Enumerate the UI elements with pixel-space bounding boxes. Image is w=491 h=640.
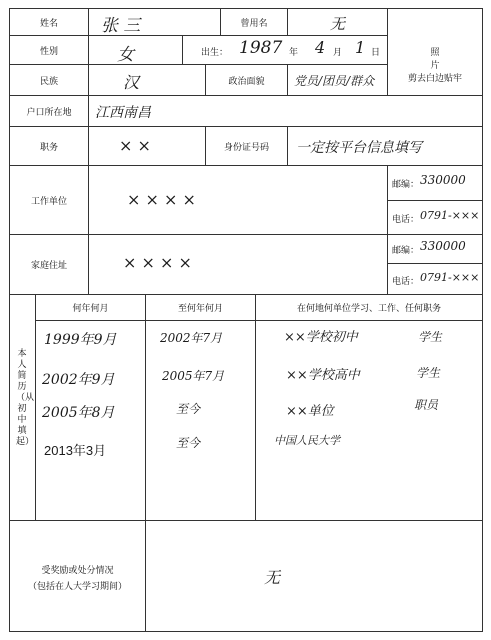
resume-side-cell xyxy=(9,294,36,521)
work-phone-label: 电话： xyxy=(392,215,420,225)
birth-month: 4 xyxy=(315,38,326,57)
awards-label-cell xyxy=(9,520,146,632)
photo-line-2: 片 xyxy=(430,61,440,71)
alias-label: 曾用名 xyxy=(240,18,268,29)
hukou-label: 户口所在地 xyxy=(26,107,72,118)
resume-row-1-from: 1999年9月 xyxy=(44,332,117,348)
work-value-cell xyxy=(88,165,388,235)
alias-label-cell xyxy=(220,8,288,36)
resume-col-from: 何年何月 xyxy=(36,301,145,321)
work-postcode-value: 330000 xyxy=(420,173,466,187)
position-label: 职务 xyxy=(39,142,58,153)
work-phone-cell xyxy=(387,200,483,235)
resume-side-label: 本人简历（从初中填起） xyxy=(16,349,35,447)
birth-day: 1 xyxy=(355,38,366,57)
work-phone-value: 0791-××× xyxy=(420,209,480,222)
awards-label-2: （包括在人大学习期间） xyxy=(27,582,127,592)
resume-row-3-role: 职员 xyxy=(414,398,439,412)
home-postcode-value: 330000 xyxy=(420,239,466,253)
name-value: 张 三 xyxy=(101,16,141,36)
id-value-cell xyxy=(287,126,483,166)
resume-row-1-to: 2002年7月 xyxy=(160,331,223,345)
resume-row-2-to: 2005年7月 xyxy=(162,369,225,383)
id-label: 身份证号码 xyxy=(223,142,269,153)
ethnic-label: 民族 xyxy=(39,76,58,87)
political-value: 党员/团员/群众 xyxy=(294,74,375,88)
alias-value-cell xyxy=(287,8,388,36)
birth-year: 1987 xyxy=(239,38,283,58)
resume-row-3-to: 至今 xyxy=(176,402,201,416)
photo-line-1: 照 xyxy=(430,48,440,58)
gender-value: 女 xyxy=(117,45,134,65)
home-phone-cell xyxy=(387,263,483,295)
birth-month-unit: 月 xyxy=(333,48,343,58)
position-value-cell xyxy=(88,126,206,166)
gender-label: 性别 xyxy=(39,46,58,57)
resume-row-3-from: 2005年8月 xyxy=(42,405,115,421)
home-postcode-cell xyxy=(387,234,483,264)
political-label: 政治面貌 xyxy=(228,76,265,87)
resume-row-4-where: 中国人民大学 xyxy=(274,434,340,447)
id-label-cell xyxy=(205,126,288,166)
ethnic-value-cell xyxy=(88,64,206,96)
ethnic-label-cell xyxy=(9,64,89,96)
hukou-label-cell xyxy=(9,95,89,127)
id-value: 一定按平台信息填写 xyxy=(296,140,422,156)
resume-row-2-where: ××学校高中 xyxy=(286,368,360,383)
photo-box[interactable] xyxy=(387,8,483,96)
gender-value-cell xyxy=(88,35,183,65)
ethnic-value: 汉 xyxy=(123,73,140,92)
home-label: 家庭住址 xyxy=(30,261,67,271)
resume-row-1-where: ××学校初中 xyxy=(284,330,358,345)
home-value-cell xyxy=(88,234,388,295)
hukou-value: 江西南昌 xyxy=(95,105,151,121)
resume-row-1-role: 学生 xyxy=(418,330,443,344)
work-value: × × × × xyxy=(127,190,196,209)
home-postcode-label: 邮编： xyxy=(392,246,420,256)
awards-label-1: 受奖励或处分情况 xyxy=(41,566,114,576)
birth-year-unit: 年 xyxy=(289,48,299,58)
home-phone-label: 电话： xyxy=(392,277,420,287)
resume-row-4-from: 2013年3月 xyxy=(44,443,107,458)
birth-day-unit: 日 xyxy=(371,48,381,58)
work-postcode-label: 邮编： xyxy=(392,180,420,190)
political-value-cell xyxy=(287,64,388,96)
home-phone-value: 0791-××× xyxy=(420,271,480,284)
name-value-cell xyxy=(88,8,221,36)
resume-row-3-where: ××单位 xyxy=(286,404,334,419)
position-value: × × xyxy=(119,136,151,155)
gender-label-cell xyxy=(9,35,89,65)
awards-value-cell xyxy=(145,520,483,632)
birth-cell xyxy=(182,35,388,65)
work-label-cell xyxy=(9,165,89,235)
political-label-cell xyxy=(205,64,288,96)
resume-row-2-role: 学生 xyxy=(416,366,441,380)
awards-value: 无 xyxy=(264,568,281,587)
resume-row-4-to: 至今 xyxy=(176,436,201,450)
photo-line-3: 剪去白边贴牢 xyxy=(407,74,462,84)
position-label-cell xyxy=(9,126,89,166)
work-postcode-cell xyxy=(387,165,483,201)
resume-row-2-from: 2002年9月 xyxy=(42,372,115,388)
name-label: 姓名 xyxy=(39,18,58,29)
hukou-value-cell xyxy=(88,95,483,127)
birth-label: 出生： xyxy=(201,48,229,58)
alias-value: 无 xyxy=(330,15,346,33)
resume-col-to: 至何年何月 xyxy=(146,301,255,321)
work-label: 工作单位 xyxy=(30,196,67,207)
home-value: × × × × xyxy=(123,253,192,272)
home-label-cell xyxy=(9,234,89,295)
resume-col-where: 在何地何单位学习、工作、任何职务 xyxy=(256,301,482,321)
name-label-cell xyxy=(9,8,89,36)
